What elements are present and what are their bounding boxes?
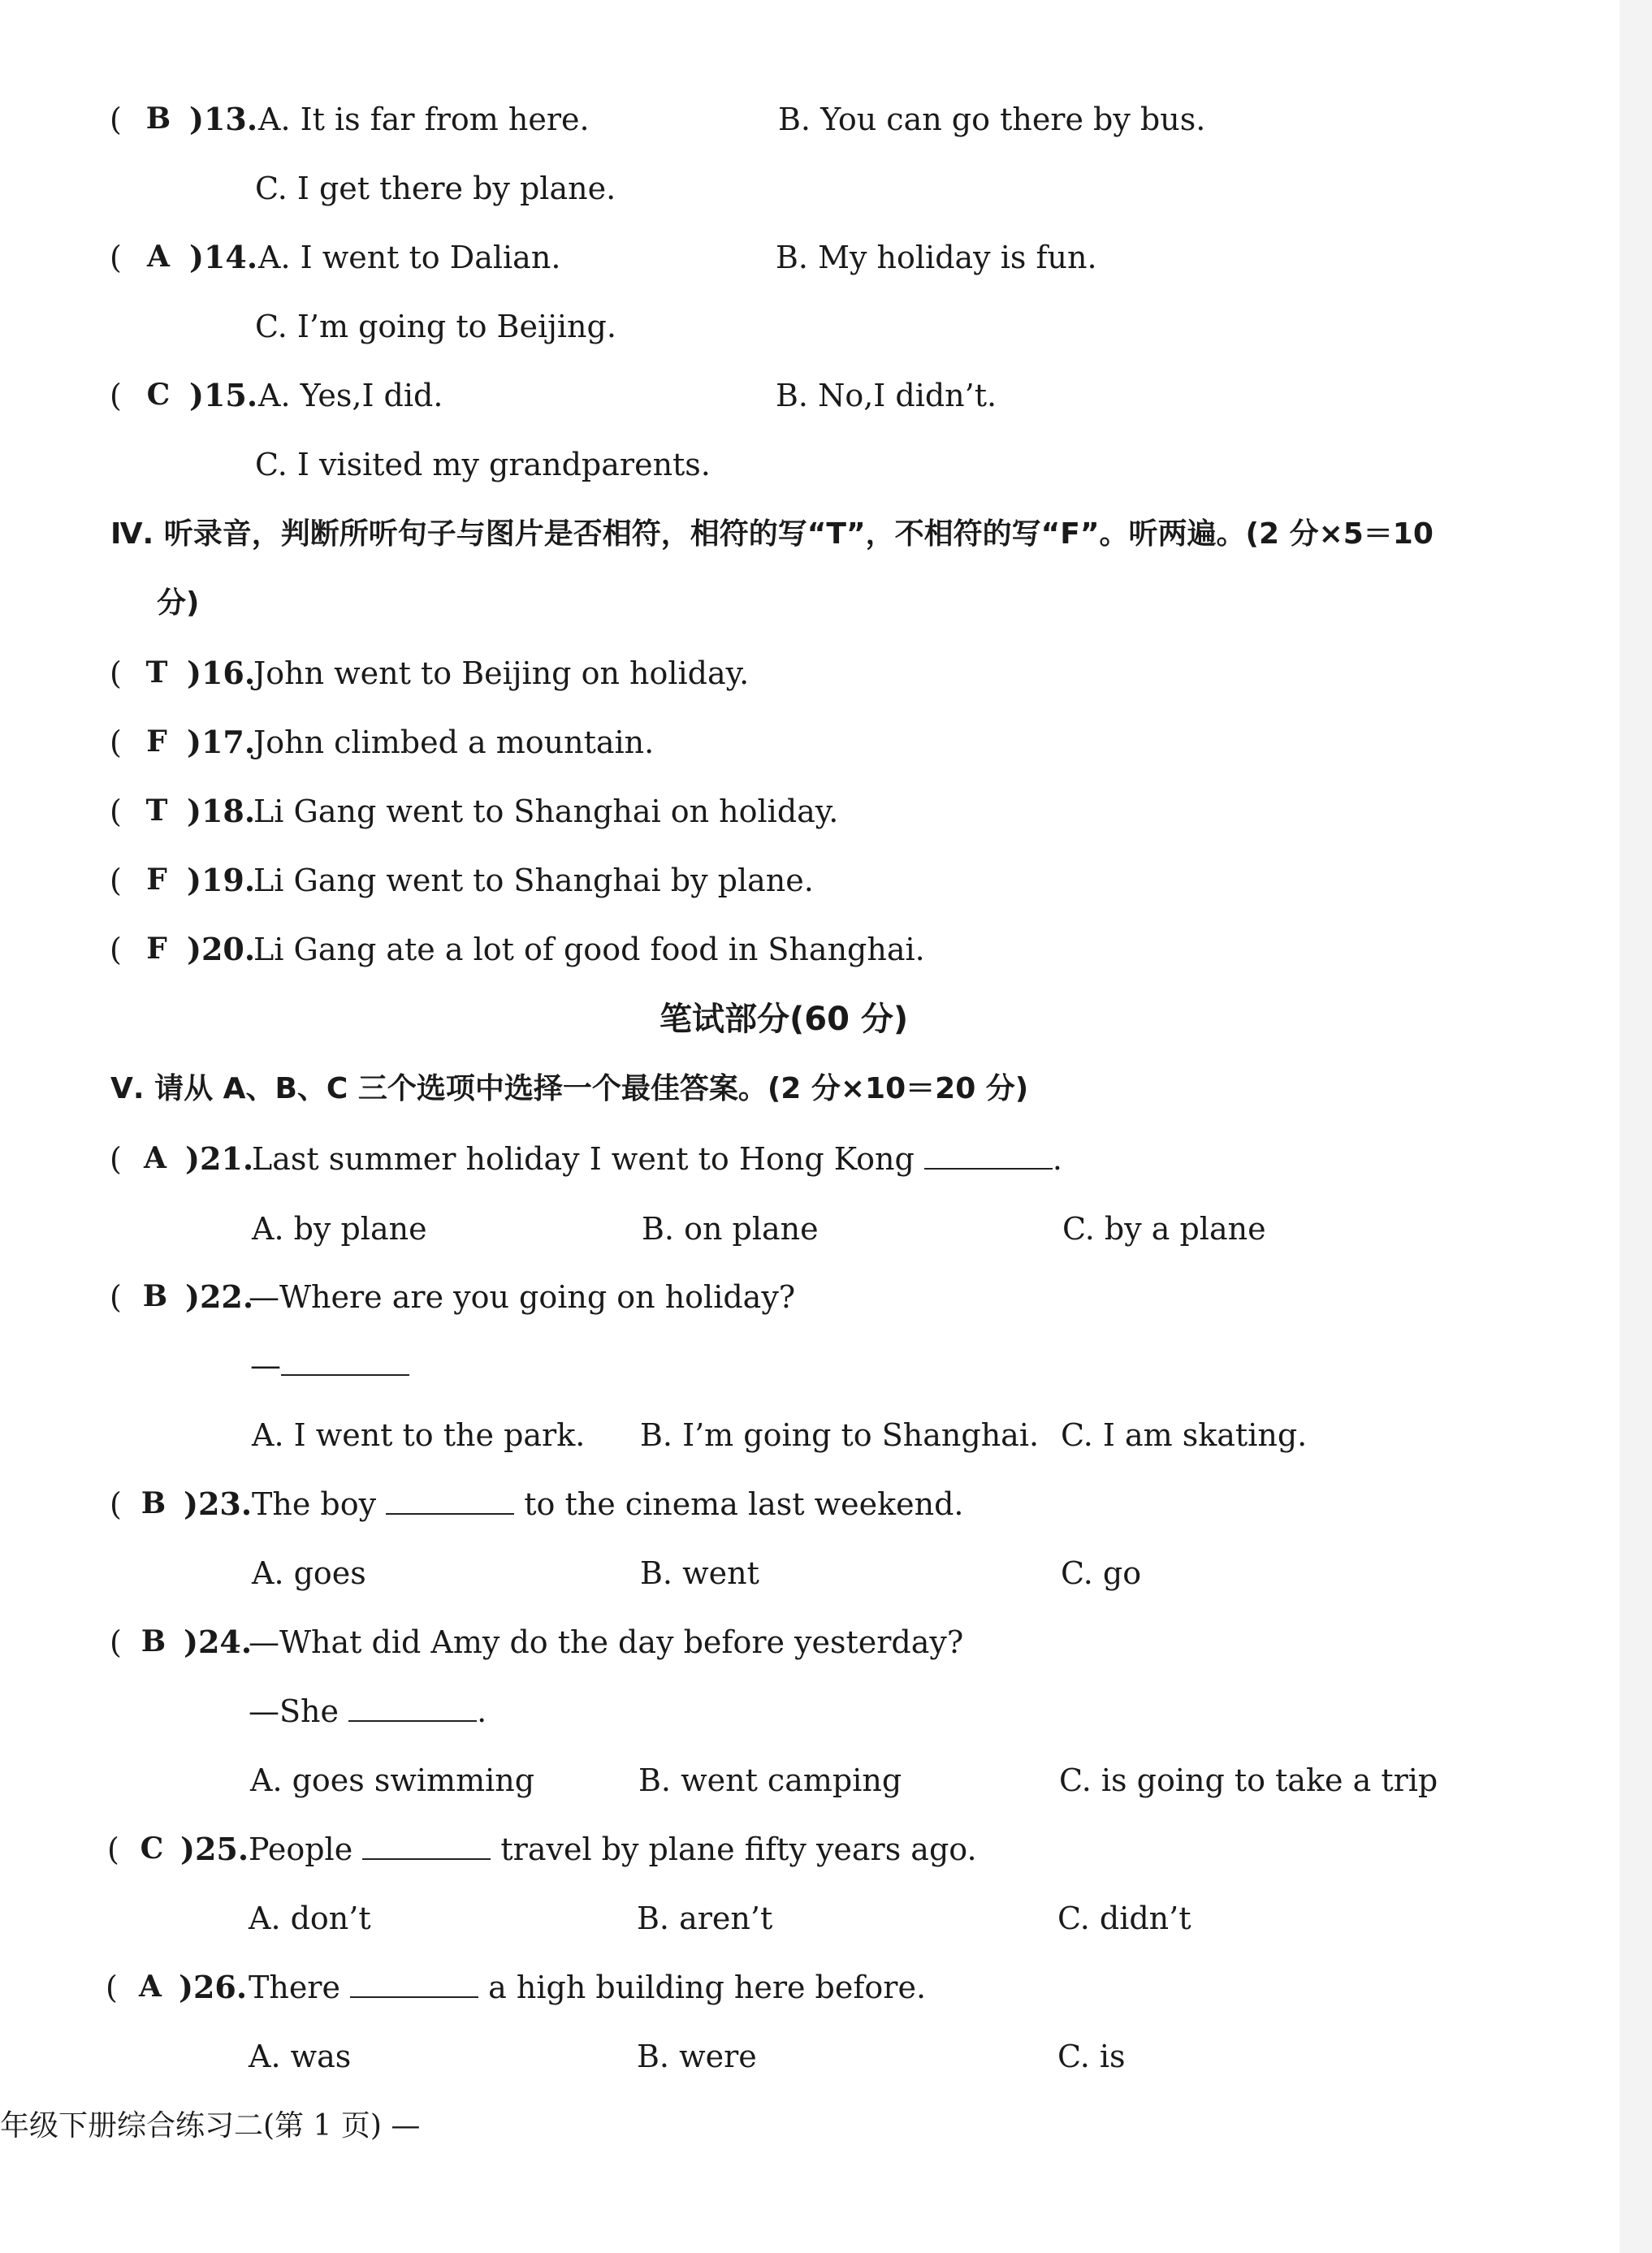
answer-blank xyxy=(386,1489,514,1515)
stem-text: There xyxy=(249,1970,340,2005)
statement: Li Gang went to Shanghai on holiday. xyxy=(253,794,839,829)
option-c: C. I’m going to Beijing. xyxy=(255,309,616,344)
option-a: A. goes swimming xyxy=(250,1762,535,1798)
option-a: A. It is far from here. xyxy=(258,102,590,137)
answer-22: B xyxy=(142,1279,168,1313)
statement: John climbed a mountain. xyxy=(253,724,655,760)
answer-24: B xyxy=(141,1624,166,1658)
option-c: C. is xyxy=(1057,2039,1126,2074)
answer-13: B xyxy=(145,102,171,136)
option-a: A. Yes,I did. xyxy=(258,378,443,413)
scan-edge-shadow xyxy=(1620,0,1652,2253)
question-number-23: )23. xyxy=(184,1485,253,1522)
option-b: B. I’m going to Shanghai. xyxy=(640,1417,1040,1453)
answer-19: F xyxy=(146,863,167,897)
statement: Li Gang went to Shanghai by plane. xyxy=(253,863,814,898)
option-a: A. I went to the park. xyxy=(252,1417,586,1453)
question-number-17: )17. xyxy=(187,724,256,760)
answer-bracket-open: ( xyxy=(110,378,122,413)
question-stem: —Where are you going on holiday? xyxy=(249,1279,796,1315)
stem-end: . xyxy=(1052,1141,1062,1177)
answer-blank xyxy=(350,1972,478,1998)
answer-bracket-open: ( xyxy=(110,1141,122,1177)
option-b: B. went camping xyxy=(638,1762,902,1798)
statement: Li Gang ate a lot of good food in Shanghai. xyxy=(253,932,925,967)
page-footer: 年级下册综合练习二(第 1 页) — xyxy=(0,2109,421,2143)
option-a: A. was xyxy=(249,2039,352,2074)
question-number-24: )24. xyxy=(184,1624,253,1660)
answer-bracket-open: ( xyxy=(110,1279,122,1315)
answer-blank xyxy=(348,1696,477,1722)
answer-18: T xyxy=(145,794,168,828)
option-c: C. I visited my grandparents. xyxy=(255,447,711,482)
section-5-heading: Ⅴ. 请从 A、B、C 三个选项中选择一个最佳答案。(2 分×10＝20 分) xyxy=(110,1072,1029,1105)
question-stem xyxy=(249,1831,977,1867)
answer-blank xyxy=(281,1350,409,1376)
option-b: B. were xyxy=(637,2039,757,2074)
answer-23: B xyxy=(141,1486,166,1520)
question-number-15: )15. xyxy=(189,377,258,413)
question-number-18: )18. xyxy=(187,793,256,829)
answer-bracket-open: ( xyxy=(107,1831,119,1867)
option-c: C. I get there by plane. xyxy=(255,171,616,206)
option-c: C. by a plane xyxy=(1062,1211,1266,1247)
option-c: C. didn’t xyxy=(1057,1901,1191,1936)
answer-14: A xyxy=(147,240,170,274)
option-c: C. is going to take a trip xyxy=(1059,1762,1438,1798)
answer-bracket-open: ( xyxy=(110,724,122,760)
answer-21: A xyxy=(144,1141,166,1175)
answer-20: F xyxy=(146,932,167,966)
question-number-14: )14. xyxy=(189,239,258,275)
answer-bracket-open: ( xyxy=(110,863,122,898)
answer-15: C xyxy=(146,378,171,412)
option-b: B. went xyxy=(640,1555,759,1591)
question-stem xyxy=(249,1972,926,2003)
section-4-heading: Ⅳ. 听录音，判断所听句子与图片是否相符，相符的写“T”，不相符的写“F”。听两遍。(2 分×5＝10 xyxy=(110,517,1434,551)
answer-bracket-open: ( xyxy=(110,102,122,137)
stem-end: a high building here before. xyxy=(488,1970,927,2005)
question-number-20: )20. xyxy=(187,931,256,967)
question-stem xyxy=(252,1141,1062,1177)
option-b: B. No,I didn’t. xyxy=(776,378,997,413)
answer-bracket-open: ( xyxy=(110,655,122,691)
question-number-13: )13. xyxy=(189,101,258,137)
option-c: C. I am skating. xyxy=(1061,1417,1308,1453)
option-a: A. I went to Dalian. xyxy=(258,240,561,275)
answer-bracket-open: ( xyxy=(110,1486,122,1522)
answer-26: A xyxy=(139,1970,162,2004)
stem-text: People xyxy=(249,1831,353,1867)
answer-bracket-open: ( xyxy=(110,932,122,967)
question-number-19: )19. xyxy=(187,862,256,898)
question-number-22: )22. xyxy=(185,1278,254,1315)
option-a: A. don’t xyxy=(249,1901,371,1936)
question-stem xyxy=(252,1486,964,1522)
reply-end: . xyxy=(477,1693,487,1729)
answer-25: C xyxy=(140,1831,164,1866)
stem-end: travel by plane fifty years ago. xyxy=(500,1831,977,1867)
stem-text: The boy xyxy=(252,1486,377,1522)
stem-text: Last summer holiday I went to Hong Kong xyxy=(252,1141,915,1177)
question-number-21: )21. xyxy=(185,1140,254,1177)
statement: John went to Beijing on holiday. xyxy=(253,655,750,691)
question-number-26: )26. xyxy=(179,1969,248,2005)
question-stem: —What did Amy do the day before yesterday? xyxy=(249,1624,964,1660)
option-b: B. on plane xyxy=(642,1211,819,1247)
written-part-title: 笔试部分(60 分) xyxy=(660,1001,909,1038)
option-c: C. go xyxy=(1061,1555,1142,1591)
answer-bracket-open: ( xyxy=(110,1624,122,1660)
reply-text: —She xyxy=(249,1693,339,1729)
option-a: A. goes xyxy=(252,1555,366,1591)
answer-blank xyxy=(362,1834,491,1860)
answer-bracket-open: ( xyxy=(110,240,122,275)
option-b: B. My holiday is fun. xyxy=(776,240,1097,275)
question-number-16: )16. xyxy=(187,655,256,691)
reply-line xyxy=(250,1347,409,1383)
answer-bracket-open: ( xyxy=(110,794,122,829)
reply-dash: — xyxy=(250,1347,281,1383)
option-b: B. You can go there by bus. xyxy=(778,102,1206,137)
option-a: A. by plane xyxy=(252,1211,427,1247)
question-number-25: )25. xyxy=(180,1831,249,1867)
answer-bracket-open: ( xyxy=(106,1970,118,2005)
answer-16: T xyxy=(145,655,168,690)
answer-blank xyxy=(924,1144,1053,1170)
reply-line xyxy=(249,1693,487,1729)
option-b: B. aren’t xyxy=(637,1901,773,1936)
stem-end: to the cinema last weekend. xyxy=(524,1486,964,1522)
section-4-heading-cont: 分) xyxy=(157,586,200,620)
answer-17: F xyxy=(146,724,167,759)
